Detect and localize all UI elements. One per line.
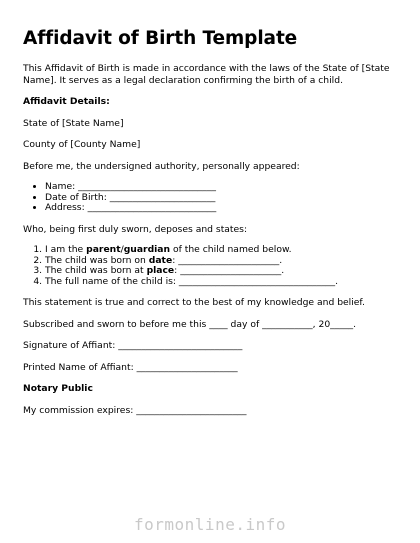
truth-statement: This statement is true and correct to the best of my knowledge and belief. (23, 297, 365, 308)
statement-3-place: place (146, 265, 175, 276)
document-title: Affidavit of Birth Template (23, 28, 298, 49)
subscribed-line: Subscribed and sworn to before me this ____ day of ___________, 20_____. (23, 318, 357, 330)
name-field: • Name: ______________________________ (45, 182, 398, 193)
sworn-line: Who, being first duly sworn, deposes and states: (23, 223, 248, 235)
statement-1-suffix: of the child named below. (170, 244, 292, 255)
date-of-birth-field: • Date of Birth: _______________________ (45, 193, 398, 204)
notary-heading: Notary Public (23, 383, 93, 394)
commission-line: My commission expires: ________________________ (23, 404, 247, 416)
statement-1-guardian: guardian (123, 244, 171, 255)
statement-3-prefix: The child was born at (45, 265, 147, 276)
address-field: • Address: ____________________________ (45, 203, 398, 214)
signature-line: Signature of Affiant: ___________________________ (23, 340, 243, 351)
statement-2-prefix: The child was born on (45, 254, 149, 266)
statement-1-parent: parent (86, 244, 121, 255)
statement-1-prefix: I am the (45, 244, 87, 255)
statements-list (23, 245, 398, 287)
statement-birth-place (45, 266, 398, 277)
state-line: State of [State Name] (23, 117, 124, 129)
statement-child-name: 4. The full name of the child is: __________________________________. (45, 277, 398, 288)
statement-2-suffix: : ______________________. (172, 254, 283, 266)
county-line: County of [County Name] (23, 139, 141, 150)
intro-paragraph: This Affidavit of Birth is made in accordance with the laws of the State of [State Name]. It serves as a legal declaration confirming the birth of a child. (23, 63, 390, 86)
site-watermark: formonline.info (134, 515, 286, 534)
printed-name-line: Printed Name of Affiant: ______________________ (23, 361, 238, 373)
details-heading: Affidavit Details: (23, 96, 110, 107)
statement-2-date: date (148, 254, 173, 266)
before-me-line: Before me, the undersigned authority, personally appeared: (23, 160, 300, 172)
statement-3-suffix: : ______________________. (174, 265, 285, 276)
affidavit-document (23, 28, 398, 426)
statement-1-slash: / (120, 244, 124, 255)
personal-fields-list (23, 182, 398, 214)
